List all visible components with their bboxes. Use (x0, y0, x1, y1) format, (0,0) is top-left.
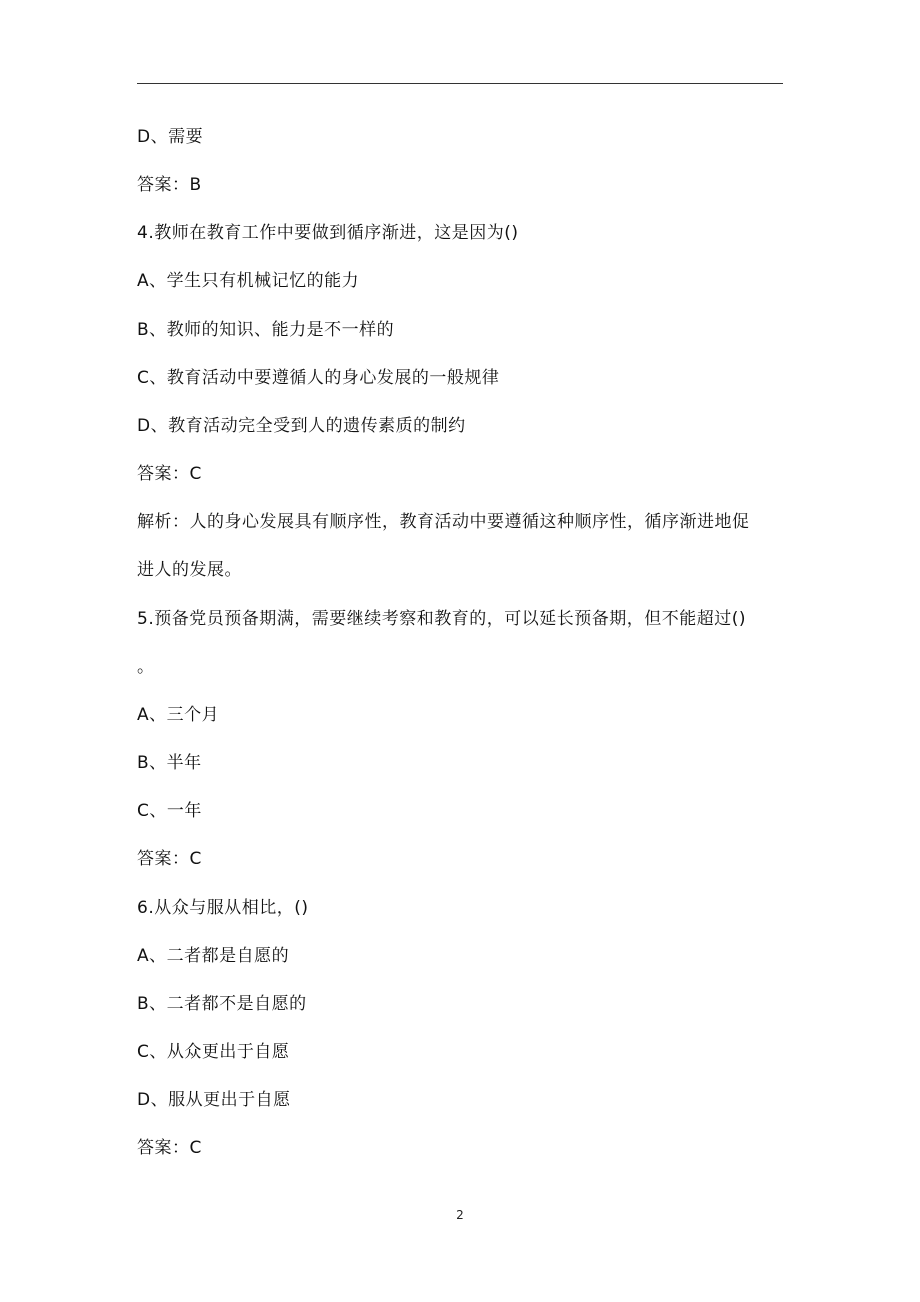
page-number: 2 (456, 1208, 464, 1222)
option-d-q4: D、教育活动完全受到人的遗传素质的制约 (137, 416, 466, 436)
question-5-line1: 5.预备党员预备期满，需要继续考察和教育的，可以延长预备期，但不能超过() (137, 609, 746, 629)
option-a-q5: A、三个月 (137, 705, 220, 725)
question-4: 4.教师在教育工作中要做到循序渐进，这是因为() (137, 223, 519, 243)
answer-q4: 答案：C (137, 464, 202, 484)
option-b-q6: B、二者都不是自愿的 (137, 994, 307, 1014)
analysis-q4-line2: 进人的发展。 (137, 560, 242, 580)
option-c-q4: C、教育活动中要遵循人的身心发展的一般规律 (137, 368, 500, 388)
option-c-q5: C、一年 (137, 801, 202, 821)
answer-q5: 答案：C (137, 849, 202, 869)
option-d-q3: D、需要 (137, 127, 204, 147)
option-b-q4: B、教师的知识、能力是不一样的 (137, 320, 395, 340)
option-d-q6: D、服从更出于自愿 (137, 1090, 291, 1110)
answer-q3: 答案：B (137, 175, 202, 195)
option-a-q4: A、学生只有机械记忆的能力 (137, 271, 360, 291)
header-rule (137, 83, 783, 84)
question-6: 6.从众与服从相比，() (137, 898, 309, 918)
answer-q6: 答案：C (137, 1138, 202, 1158)
question-5-line2: 。 (137, 657, 155, 677)
option-a-q6: A、二者都是自愿的 (137, 946, 290, 966)
option-b-q5: B、半年 (137, 753, 202, 773)
analysis-q4-line1: 解析：人的身心发展具有顺序性，教育活动中要遵循这种顺序性，循序渐进地促 (137, 512, 750, 532)
option-c-q6: C、从众更出于自愿 (137, 1042, 290, 1062)
